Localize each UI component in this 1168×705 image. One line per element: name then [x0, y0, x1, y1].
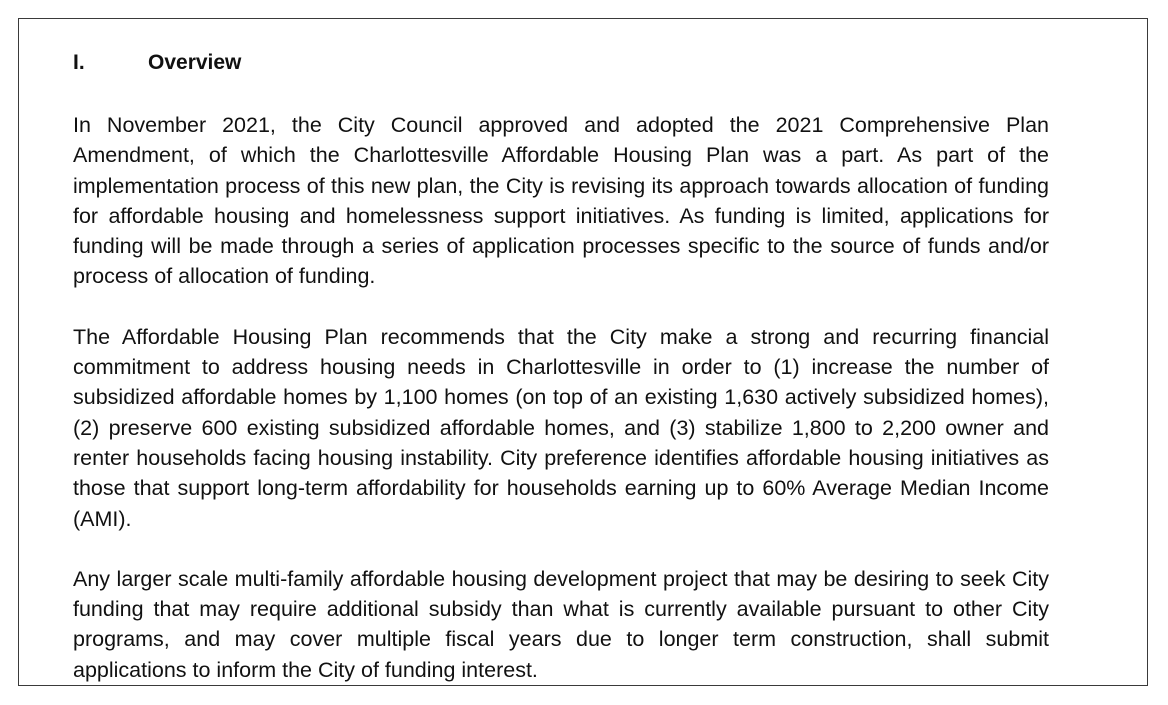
- document-page: [18, 18, 1148, 686]
- paragraph-overview: In November 2021, the City Council approved and adopted the 2021 Comprehensive Plan Amendment, of which the Charlottesville Affordable Housing Plan was a part. As part of the implementation process of this new plan, the City is revising its approach towards allocation of funding for affordable housing and homelessness support initiatives. As funding is limited, applications for funding will be made through a series of application processes specific to the source of funds and/or process of allocation of funding.: [73, 113, 1049, 289]
- paragraph-housing-plan: The Affordable Housing Plan recommends that the City make a strong and recurring financial commitment to address housing needs in Charlottesville in order to (1) increase the number of subsidized affordable homes by 1,100 homes (on top of an existing 1,630 actively subsidized homes), (2) preserve 600 existing subsidized affordable homes, and (3) stabilize 1,800 to 2,200 owner and renter households facing housing instability. City preference identifies affordable housing initiatives as those that support long-term affordability for households earning up to 60% Average Median Income (AMI).: [73, 324, 1049, 531]
- section-number: I.: [73, 51, 85, 74]
- section-heading: [73, 49, 1049, 77]
- paragraph-multi-family: Any larger scale multi-family affordable housing development project that may be desiring to seek City funding that may require additional subsidy than what is currently available pursuant to other City programs, and may cover multiple fiscal years due to longer term construction, shall submit applications to inform the City of funding interest.: [73, 566, 1049, 682]
- section-title: Overview: [148, 51, 242, 74]
- document-content: [73, 49, 1049, 685]
